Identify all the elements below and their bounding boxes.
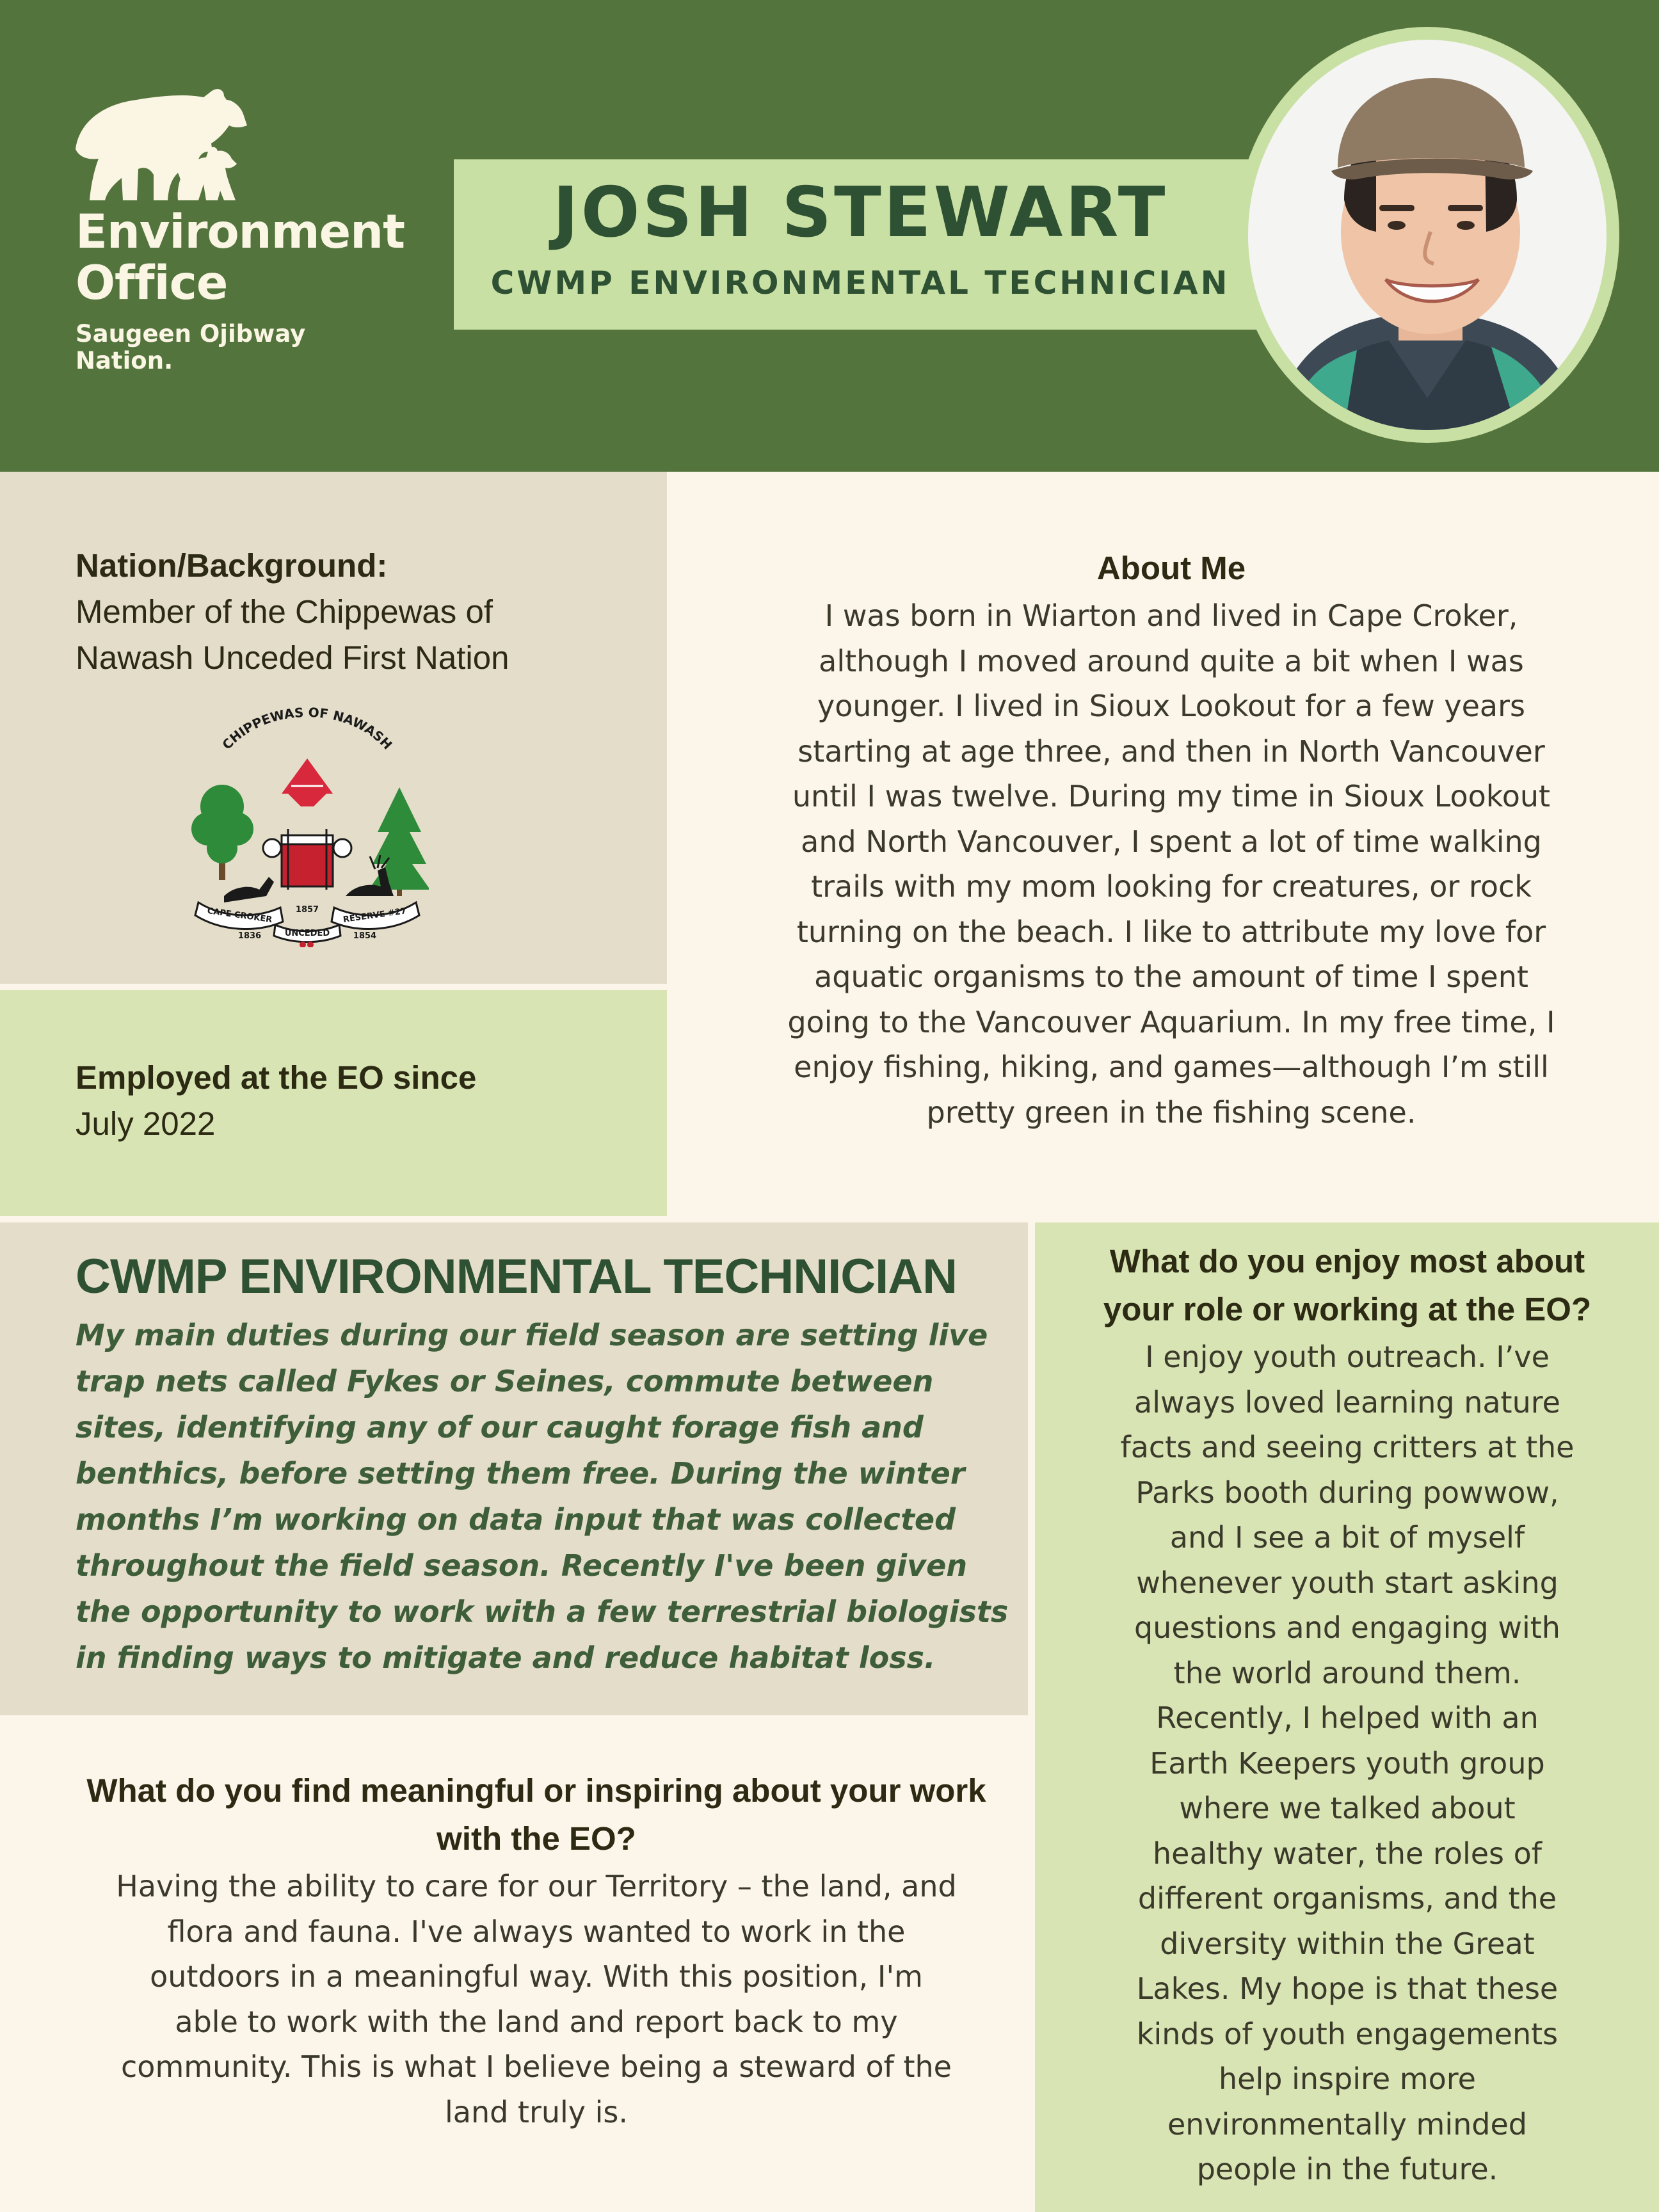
enjoy-answer-line: and I see a bit of myself (1169, 1520, 1525, 1555)
enjoy-answer-line: where we talked about (1179, 1791, 1516, 1825)
enjoy-answer-line: healthy water, the roles of (1153, 1836, 1542, 1871)
about-text (742, 593, 1600, 1135)
emblem-center-year: 1857 (295, 905, 319, 915)
emblem-right-year: 1854 (353, 931, 377, 941)
about-text-line: starting at age three, and then in North Vancouver (797, 733, 1545, 769)
meaningful-answer-line: land truly is. (444, 2094, 629, 2129)
duties-text-line: sites, identifying any of our caught forage fish and (76, 1410, 924, 1445)
enjoy-answer (1056, 1334, 1639, 2192)
about-text-line: pretty green in the fishing scene. (926, 1094, 1416, 1130)
duties-text (76, 1312, 1016, 1681)
meaningful-answer-line: Having the ability to care for our Territory – the land, and (116, 1869, 957, 1903)
nation-label: Nation/Background: (76, 547, 388, 584)
meaningful-answer-line: outdoors in a meaningful way. With this position, I'm (150, 1959, 923, 1994)
emblem-bottom-text: UNCEDED (284, 929, 330, 938)
duties-text-line: trap nets called Fykes or Seines, commute between (76, 1364, 934, 1399)
about-text-line: younger. I lived in Sioux Lookout for a few years (817, 689, 1525, 723)
enjoy-answer-line: facts and seeing critters at the (1120, 1430, 1575, 1464)
enjoy-answer-line: environmentally minded (1167, 2106, 1527, 2142)
enjoy-answer-line: questions and engaging with (1134, 1610, 1560, 1645)
duties-text-line: benthics, before setting them free. During the winter (76, 1456, 965, 1491)
enjoy-answer-line: Parks booth during powwow, (1135, 1475, 1559, 1510)
about-text-line: aquatic organisms to the amount of time I spent (814, 959, 1528, 994)
enjoy-answer-line: diversity within the Great (1160, 1926, 1535, 1961)
chippewas-of-nawash-emblem (186, 704, 429, 947)
enjoy-answer-line: Recently, I helped with an (1156, 1701, 1539, 1735)
nation-value-line1: Member of the Chippewas of (76, 593, 493, 630)
about-text-line: until I was twelve. During my time in Sioux Lookout (792, 779, 1551, 813)
environment-office-logo (76, 88, 434, 389)
enjoy-answer-line: always loved learning nature (1134, 1384, 1560, 1420)
duties-text-line: My main duties during our field season are setting live (76, 1318, 988, 1352)
person-name: JOSH STEWART (552, 173, 1168, 253)
bear-family-icon (76, 88, 268, 200)
enjoy-answer-line: people in the future. (1196, 2152, 1498, 2186)
employed-date: July 2022 (76, 1105, 216, 1142)
nation-value-line2: Nawash Unceded First Nation (76, 639, 509, 676)
org-subtitle-line2: Nation. (76, 347, 173, 374)
org-subtitle-line1: Saugeen Ojibway (76, 320, 306, 348)
about-text-line: enjoy fishing, hiking, and games—although I’m still (794, 1050, 1549, 1084)
emblem-left-banner: CAPE CROKER (206, 906, 273, 926)
enjoy-answer-line: help inspire more (1219, 2062, 1476, 2096)
duties-text-line: the opportunity to work with a few terrestrial biologists (76, 1594, 1009, 1629)
org-title-line1: Environment (76, 205, 405, 259)
duties-text-line: months I’m working on data input that was collected (76, 1502, 956, 1537)
meaningful-answer (76, 1864, 997, 2135)
duties-title: CWMP ENVIRONMENTAL TECHNICIAN (76, 1249, 957, 1304)
about-text-line: turning on the beach. I like to attribute my love for (796, 914, 1546, 949)
duties-text-line: throughout the field season. Recently I've been given (76, 1548, 968, 1583)
duties-text-line: in finding ways to mitigate and reduce habitat loss. (76, 1640, 936, 1675)
profile-photo (1235, 27, 1619, 443)
enjoy-question-line1: What do you enjoy most about (1109, 1243, 1585, 1279)
about-text-line: trails with my mom looking for creatures, or rock (811, 869, 1532, 904)
emblem-left-year: 1836 (237, 931, 262, 941)
person-role: CWMP ENVIRONMENTAL TECHNICIAN (490, 264, 1230, 301)
about-heading: About Me (1096, 550, 1246, 586)
about-text-line: I was born in Wiarton and lived in Cape Croker, (824, 598, 1518, 633)
enjoy-answer-line: kinds of youth engagements (1136, 2016, 1559, 2051)
meaningful-answer-line: able to work with the land and report back to my (175, 2004, 898, 2039)
emblem-right-banner: RESERVE #27 (342, 906, 407, 925)
meaningful-answer-line: community. This is what I believe being a steward of the (121, 2049, 952, 2084)
enjoy-answer-line: whenever youth start asking (1136, 1565, 1559, 1600)
enjoy-answer-line: Lakes. My hope is that these (1136, 1971, 1559, 2006)
emblem-top-text: CHIPPEWAS OF NAWASH (219, 704, 396, 753)
portrait-image (1248, 40, 1607, 430)
enjoy-answer-line: the world around them. (1173, 1655, 1521, 1690)
about-text-line: going to the Vancouver Aquarium. In my free time, I (787, 1004, 1555, 1039)
enjoy-answer-line: I enjoy youth outreach. I’ve (1145, 1340, 1550, 1374)
employed-label: Employed at the EO since (76, 1059, 477, 1096)
meaningful-answer-line: flora and fauna. I've always wanted to work in the (167, 1914, 906, 1949)
meaningful-question-line2: with the EO? (437, 1820, 636, 1857)
enjoy-answer-line: Earth Keepers youth group (1150, 1745, 1545, 1781)
enjoy-answer-line: different organisms, and the (1137, 1881, 1557, 1916)
about-text-line: although I moved around quite a bit when I was (819, 643, 1524, 678)
enjoy-question-line2: your role or working at the EO? (1103, 1291, 1592, 1327)
org-title-line2: Office (76, 256, 228, 310)
meaningful-question-line1: What do you find meaningful or inspiring about your work (86, 1772, 986, 1809)
about-text-line: and North Vancouver, I spent a lot of time walking (801, 824, 1542, 859)
